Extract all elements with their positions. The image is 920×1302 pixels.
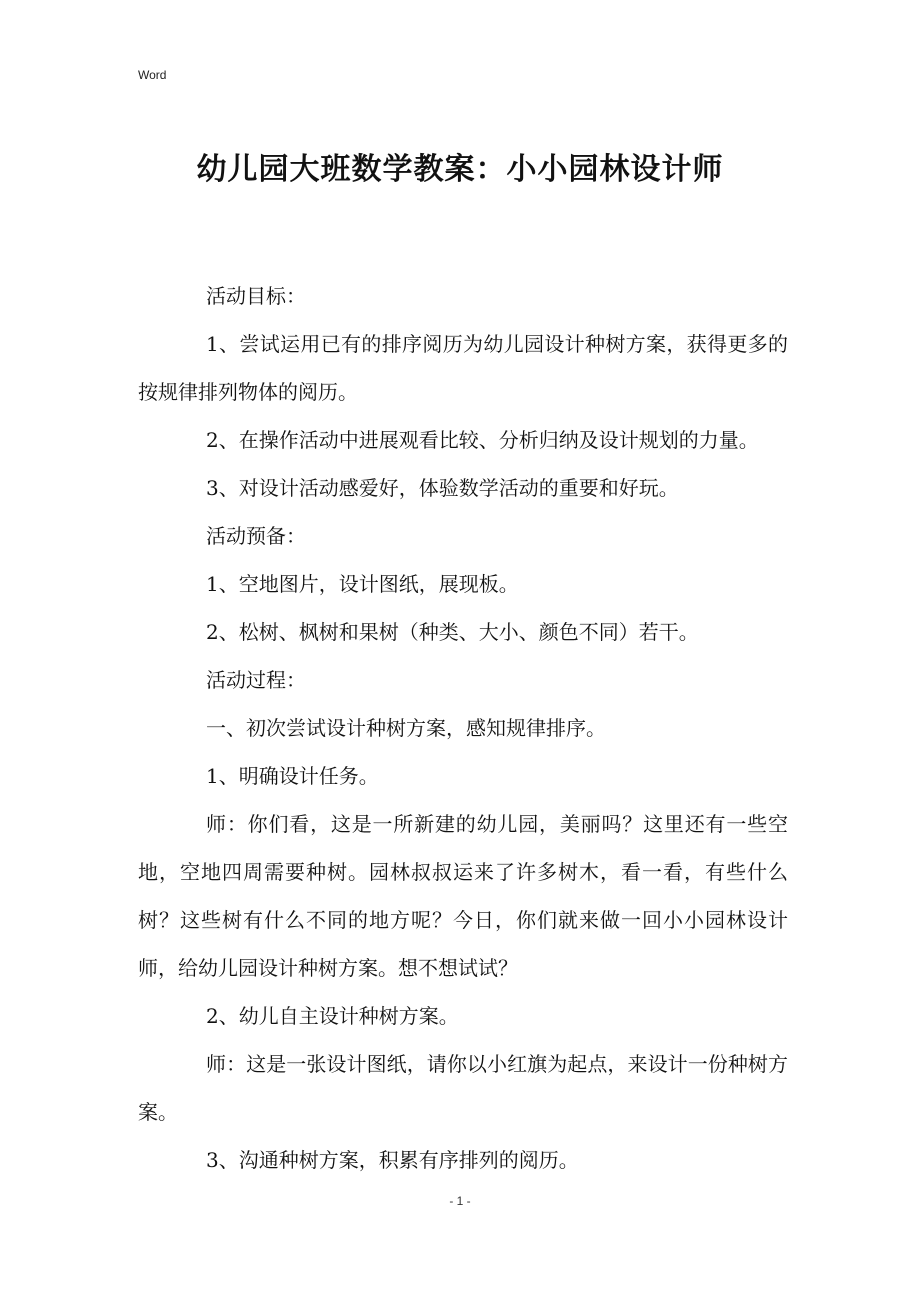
header-label: Word — [138, 68, 167, 82]
document-title: 幼儿园大班数学教案：小小园林设计师 — [196, 152, 724, 187]
paragraph-teacher-speech-2: 师：这是一张设计图纸，请你以小红旗为起点，来设计一份种树方案。 — [138, 1052, 788, 1124]
paragraph-goal-2: 2、在操作活动中进展观看比较、分析归纳及设计规划的力量。 — [206, 428, 759, 452]
paragraph-teacher-speech-1: 师：你们看，这是一所新建的幼儿园，美丽吗？这里还有一些空地，空地四周需要种树。园林叔叔运来了许多树木，看一看，有些什么树？这些树有什么不同的地方呢？今日，你们就来做一回小小园林设计师，给幼儿园设计种树方案。想不想试试？ — [138, 812, 788, 980]
paragraph-process-part-1: 一、初次尝试设计种树方案，感知规律排序。 — [206, 716, 606, 740]
paragraph-step-2: 2、幼儿自主设计种树方案。 — [206, 1004, 459, 1028]
paragraph-goal-1: 1、尝试运用已有的排序阅历为幼儿园设计种树方案，获得更多的按规律排列物体的阅历。 — [138, 332, 788, 404]
paragraph-preparation-2: 2、松树、枫树和果树（种类、大小、颜色不同）若干。 — [206, 620, 699, 644]
paragraph-goal-3: 3、对设计活动感爱好，体验数学活动的重要和好玩。 — [206, 476, 679, 500]
paragraph-step-1: 1、明确设计任务。 — [206, 764, 379, 788]
document-body — [138, 272, 788, 1184]
paragraph-heading-preparation: 活动预备： — [206, 524, 306, 548]
page-number: - 1 - — [449, 1194, 471, 1208]
paragraph-step-3: 3、沟通种树方案，积累有序排列的阅历。 — [206, 1148, 579, 1172]
paragraph-preparation-1: 1、空地图片，设计图纸，展现板。 — [206, 572, 519, 596]
paragraph-heading-process: 活动过程： — [206, 668, 306, 692]
paragraph-heading-goals: 活动目标： — [206, 284, 306, 308]
